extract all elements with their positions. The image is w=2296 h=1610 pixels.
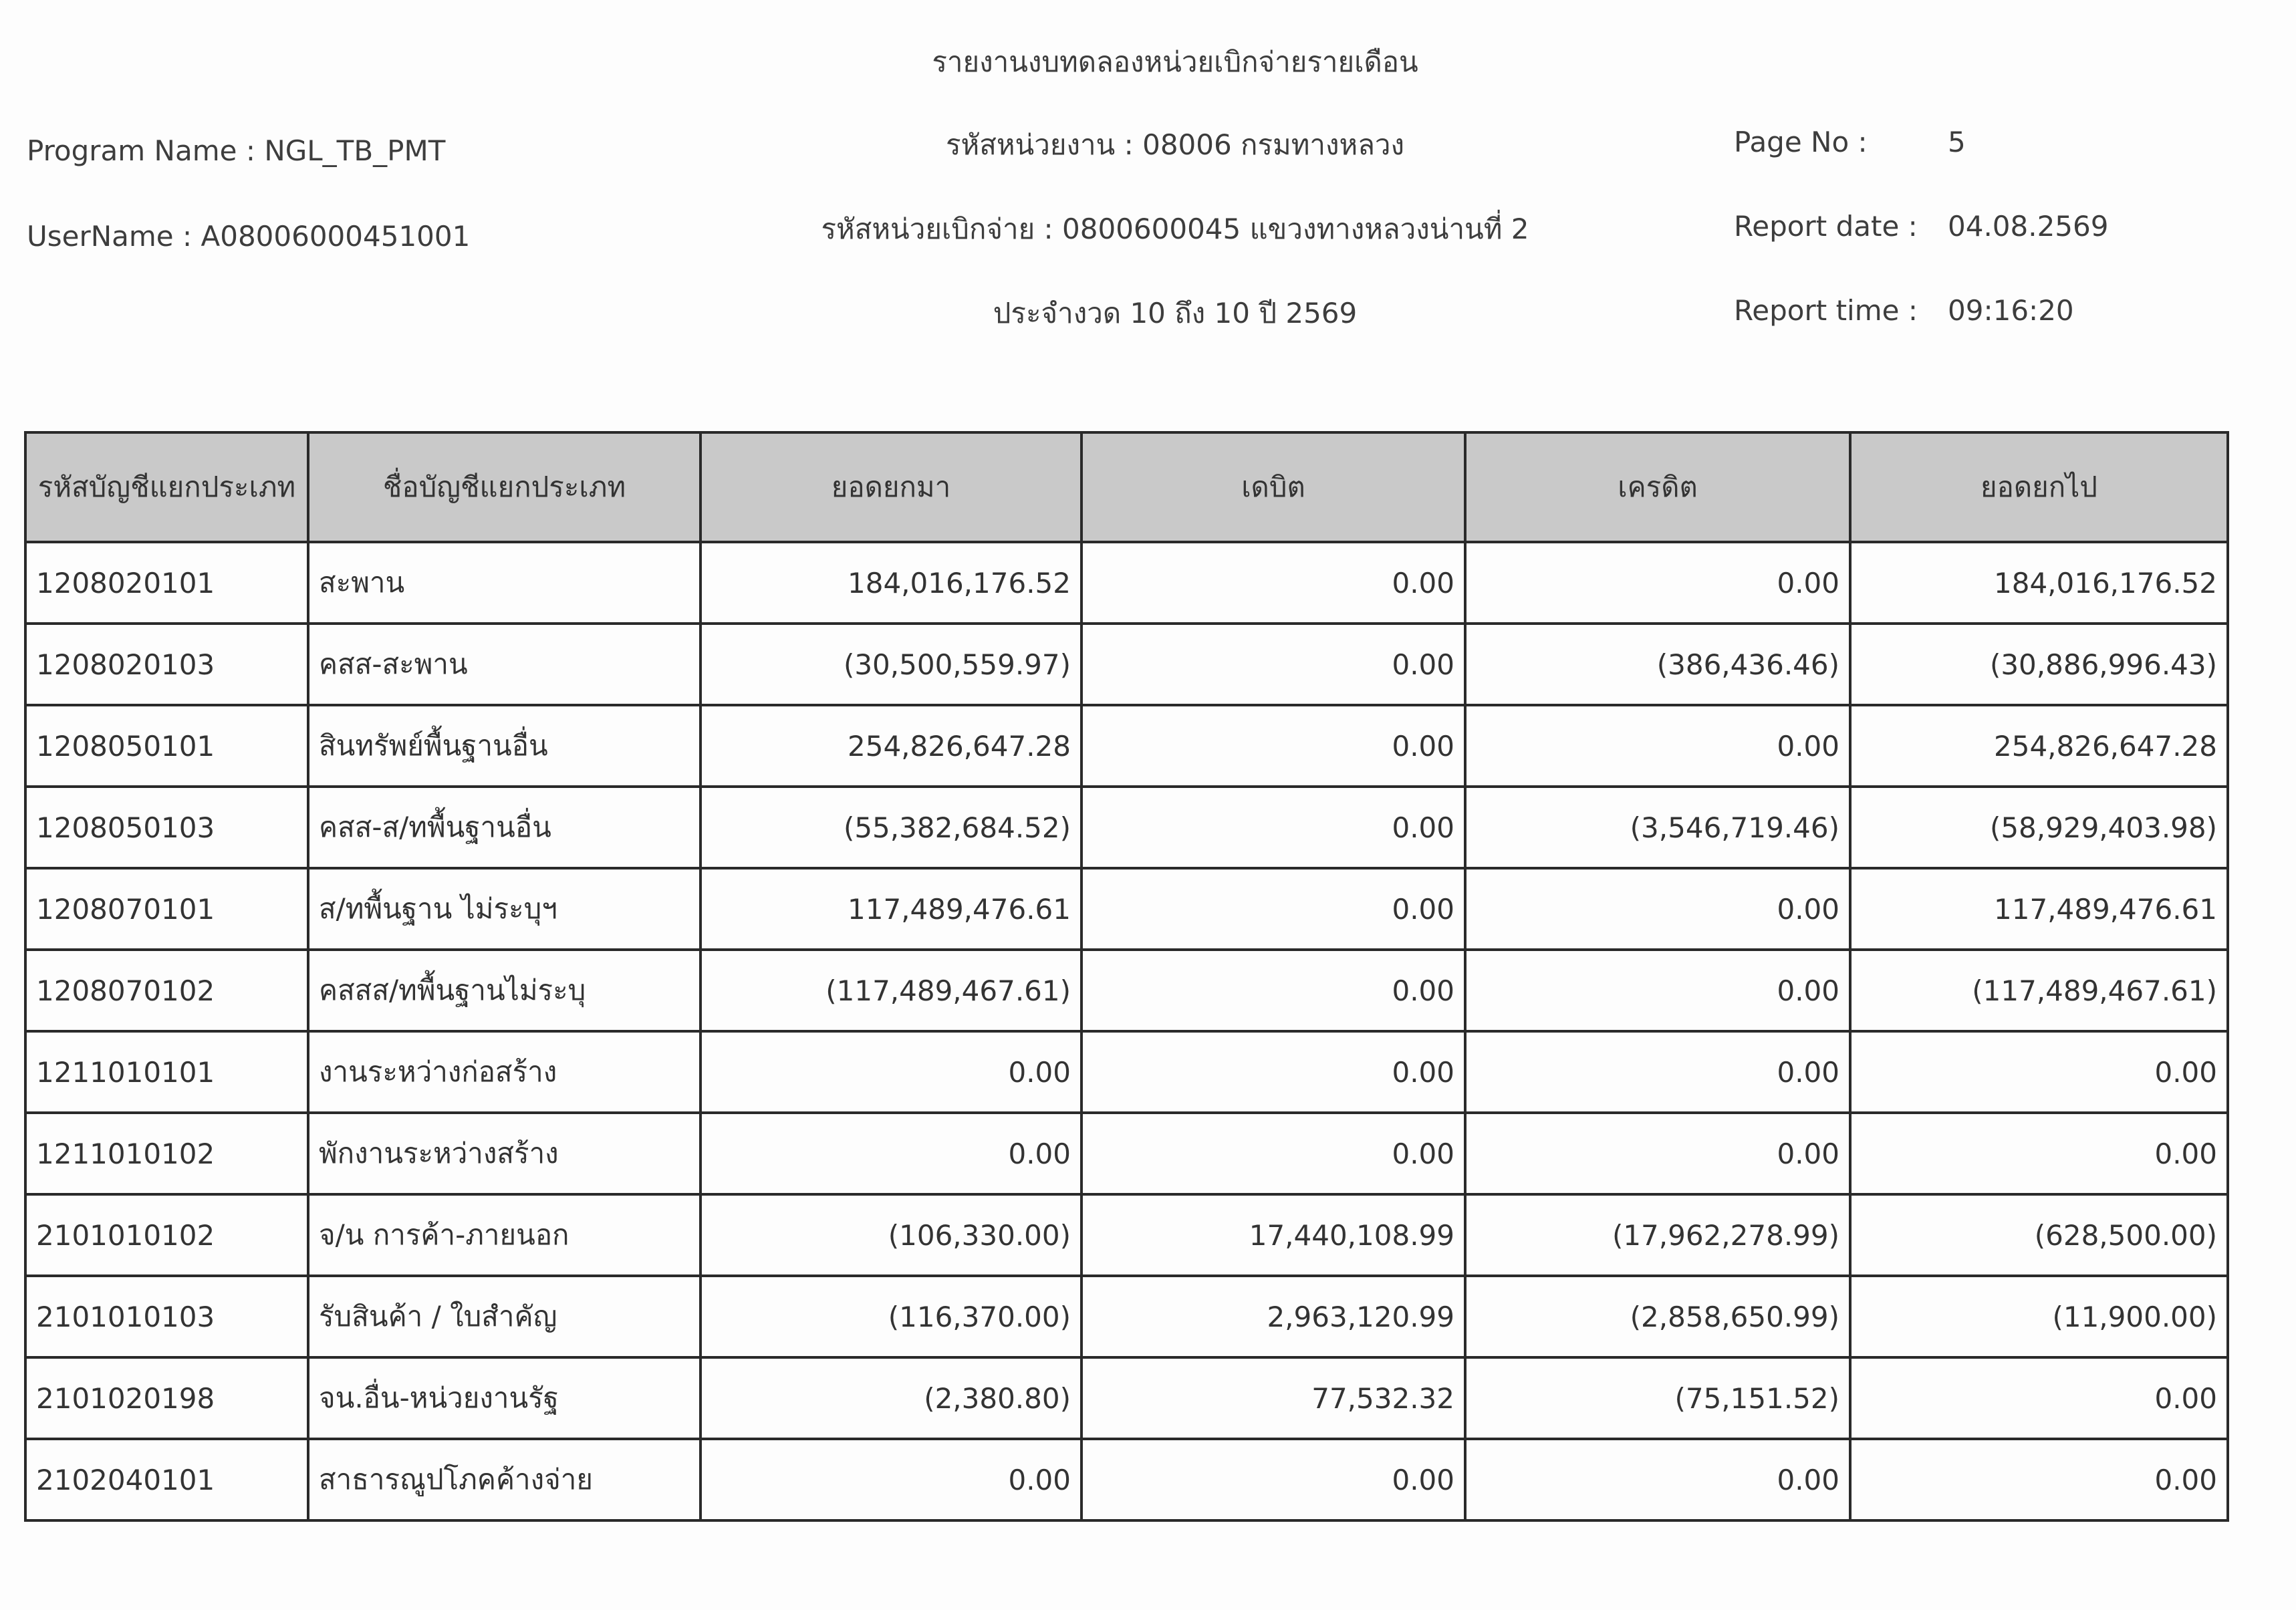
carried-forward-cell: 0.00 — [1850, 1439, 2228, 1520]
table-row — [25, 705, 2228, 787]
credit-cell: 0.00 — [1465, 950, 1850, 1031]
credit-cell: 0.00 — [1465, 868, 1850, 950]
column-header-carried-forward: ยอดยกไป — [1850, 432, 2228, 542]
table-row — [25, 1194, 2228, 1276]
column-header-credit: เครดิต — [1465, 432, 1850, 542]
carried-forward-cell: 184,016,176.52 — [1850, 542, 2228, 624]
account-code-cell: 1208070102 — [25, 950, 308, 1031]
debit-cell: 77,532.32 — [1081, 1357, 1465, 1439]
user-name: UserName : A08006000451001 — [27, 220, 471, 253]
account-code-cell: 1208070101 — [25, 868, 308, 950]
carried-forward-cell: (11,900.00) — [1850, 1276, 2228, 1357]
debit-cell: 0.00 — [1081, 1439, 1465, 1520]
credit-cell: 0.00 — [1465, 1439, 1850, 1520]
debit-cell: 17,440,108.99 — [1081, 1194, 1465, 1276]
carried-forward-cell: 0.00 — [1850, 1113, 2228, 1194]
account-name-cell: คสสส/ทพื้นฐานไม่ระบุ — [308, 950, 700, 1031]
account-name-cell: ส/ทพื้นฐาน ไม่ระบุฯ — [308, 868, 700, 950]
table-row — [25, 787, 2228, 868]
account-code-cell: 2102040101 — [25, 1439, 308, 1520]
account-code-cell: 1208020103 — [25, 624, 308, 705]
credit-cell: (75,151.52) — [1465, 1357, 1850, 1439]
table-row — [25, 1439, 2228, 1520]
brought-forward-cell: (117,489,467.61) — [700, 950, 1081, 1031]
disbursing-unit-line: รหัสหน่วยเบิกจ่าย : 0800600045 แขวงทางหลวงน่านที่ 2 — [821, 213, 1529, 245]
brought-forward-cell: (2,380.80) — [700, 1357, 1081, 1439]
table-row — [25, 542, 2228, 624]
table-row — [25, 868, 2228, 950]
account-code-cell: 1208020101 — [25, 542, 308, 624]
account-name-cell: คสส-ส/ทพื้นฐานอื่น — [308, 787, 700, 868]
account-name-cell: สาธารณูปโภคค้างจ่าย — [308, 1439, 700, 1520]
account-code-cell: 1208050103 — [25, 787, 308, 868]
debit-cell: 0.00 — [1081, 1113, 1465, 1194]
carried-forward-cell: (58,929,403.98) — [1850, 787, 2228, 868]
debit-cell: 0.00 — [1081, 950, 1465, 1031]
credit-cell: (2,858,650.99) — [1465, 1276, 1850, 1357]
table-row — [25, 1031, 2228, 1113]
table-row — [25, 624, 2228, 705]
account-code-cell: 1208050101 — [25, 705, 308, 787]
debit-cell: 0.00 — [1081, 1031, 1465, 1113]
report-date-label: Report date : — [1734, 210, 1918, 243]
account-code-cell: 2101010103 — [25, 1276, 308, 1357]
column-header-brought-forward: ยอดยกมา — [700, 432, 1081, 542]
brought-forward-cell: 254,826,647.28 — [700, 705, 1081, 787]
account-code-cell: 2101020198 — [25, 1357, 308, 1439]
carried-forward-cell: (117,489,467.61) — [1850, 950, 2228, 1031]
debit-cell: 2,963,120.99 — [1081, 1276, 1465, 1357]
carried-forward-cell: (30,886,996.43) — [1850, 624, 2228, 705]
debit-cell: 0.00 — [1081, 787, 1465, 868]
credit-cell: 0.00 — [1465, 1031, 1850, 1113]
account-name-cell: สินทรัพย์พื้นฐานอื่น — [308, 705, 700, 787]
brought-forward-cell: (106,330.00) — [700, 1194, 1081, 1276]
table-header-row — [25, 432, 2228, 542]
report-title: รายงานงบทดลองหน่วยเบิกจ่ายรายเดือน — [932, 45, 1418, 78]
table-row — [25, 1357, 2228, 1439]
carried-forward-cell: (628,500.00) — [1850, 1194, 2228, 1276]
column-header-debit: เดบิต — [1081, 432, 1465, 542]
account-name-cell: รับสินค้า / ใบสำคัญ — [308, 1276, 700, 1357]
account-name-cell: จน.อื่น-หน่วยงานรัฐ — [308, 1357, 700, 1439]
table-row — [25, 1113, 2228, 1194]
credit-cell: (3,546,719.46) — [1465, 787, 1850, 868]
credit-cell: (386,436.46) — [1465, 624, 1850, 705]
credit-cell: (17,962,278.99) — [1465, 1194, 1850, 1276]
carried-forward-cell: 254,826,647.28 — [1850, 705, 2228, 787]
agency-line: รหัสหน่วยงาน : 08006 กรมทางหลวง — [945, 128, 1405, 161]
table-row — [25, 1276, 2228, 1357]
debit-cell: 0.00 — [1081, 542, 1465, 624]
account-code-cell: 1211010102 — [25, 1113, 308, 1194]
account-name-cell: สะพาน — [308, 542, 700, 624]
debit-cell: 0.00 — [1081, 705, 1465, 787]
brought-forward-cell: (116,370.00) — [700, 1276, 1081, 1357]
account-name-cell: คสส-สะพาน — [308, 624, 700, 705]
trial-balance-table — [24, 431, 2229, 1522]
report-date-value: 04.08.2569 — [1948, 210, 2109, 243]
carried-forward-cell: 0.00 — [1850, 1031, 2228, 1113]
account-code-cell: 2101010102 — [25, 1194, 308, 1276]
credit-cell: 0.00 — [1465, 542, 1850, 624]
brought-forward-cell: 184,016,176.52 — [700, 542, 1081, 624]
brought-forward-cell: 0.00 — [700, 1439, 1081, 1520]
account-name-cell: พักงานระหว่างสร้าง — [308, 1113, 700, 1194]
brought-forward-cell: 117,489,476.61 — [700, 868, 1081, 950]
brought-forward-cell: (55,382,684.52) — [700, 787, 1081, 868]
brought-forward-cell: 0.00 — [700, 1031, 1081, 1113]
account-name-cell: จ/น การค้า-ภายนอก — [308, 1194, 700, 1276]
carried-forward-cell: 117,489,476.61 — [1850, 868, 2228, 950]
column-header-account-name: ชื่อบัญชีแยกประเภท — [308, 432, 700, 542]
brought-forward-cell: (30,500,559.97) — [700, 624, 1081, 705]
table-row — [25, 950, 2228, 1031]
report-time-value: 09:16:20 — [1948, 294, 2074, 327]
period-line: ประจำงวด 10 ถึง 10 ปี 2569 — [993, 297, 1358, 329]
account-name-cell: งานระหว่างก่อสร้าง — [308, 1031, 700, 1113]
report-time-label: Report time : — [1734, 294, 1918, 327]
debit-cell: 0.00 — [1081, 624, 1465, 705]
credit-cell: 0.00 — [1465, 1113, 1850, 1194]
carried-forward-cell: 0.00 — [1850, 1357, 2228, 1439]
program-name: Program Name : NGL_TB_PMT — [27, 134, 446, 167]
credit-cell: 0.00 — [1465, 705, 1850, 787]
page-no-value: 5 — [1948, 126, 1966, 158]
brought-forward-cell: 0.00 — [700, 1113, 1081, 1194]
debit-cell: 0.00 — [1081, 868, 1465, 950]
column-header-account-code: รหัสบัญชีแยกประเภท — [25, 432, 308, 542]
account-code-cell: 1211010101 — [25, 1031, 308, 1113]
page-no-label: Page No : — [1734, 126, 1868, 158]
